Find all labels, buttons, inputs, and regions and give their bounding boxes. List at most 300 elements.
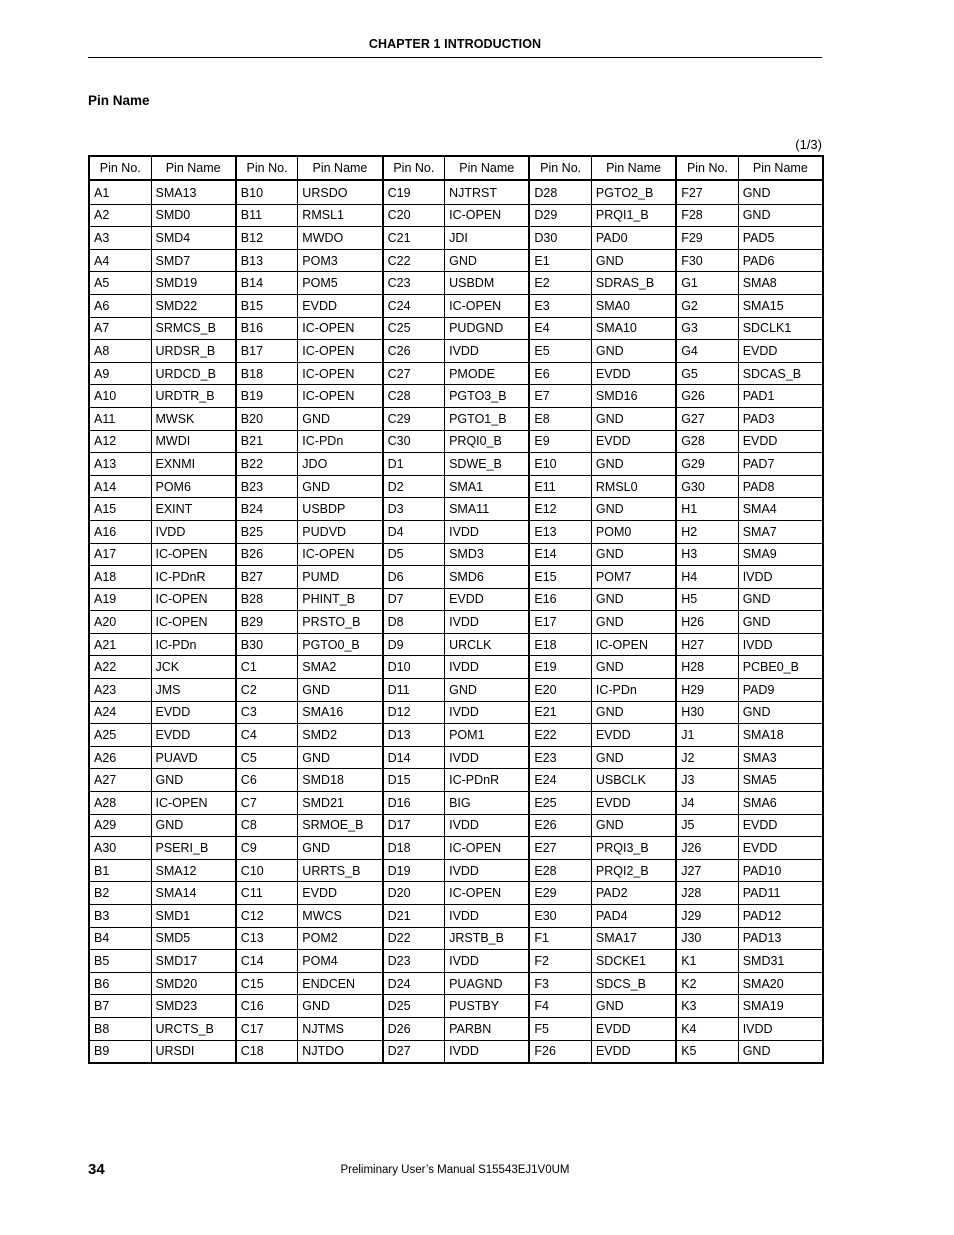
pin-number-cell: B26 bbox=[236, 543, 298, 566]
pin-name-cell: PUMD bbox=[298, 566, 383, 589]
pin-number-cell: D15 bbox=[383, 769, 445, 792]
pin-name-cell: IC-OPEN bbox=[591, 633, 676, 656]
table-row bbox=[89, 611, 823, 634]
table-row bbox=[89, 204, 823, 227]
pin-name-cell: POM7 bbox=[591, 566, 676, 589]
pin-name-cell: GND bbox=[591, 543, 676, 566]
pin-number-cell: A21 bbox=[89, 633, 151, 656]
pin-name-cell: POM2 bbox=[298, 927, 383, 950]
pin-number-cell: B30 bbox=[236, 633, 298, 656]
table-row bbox=[89, 272, 823, 295]
pin-name-cell: SMA20 bbox=[738, 972, 823, 995]
pin-number-cell: C28 bbox=[383, 385, 445, 408]
pin-name-cell: GND bbox=[591, 249, 676, 272]
pin-name-cell: RMSL0 bbox=[591, 475, 676, 498]
pin-name-cell: IC-OPEN bbox=[445, 204, 530, 227]
pin-number-cell: A1 bbox=[89, 180, 151, 204]
pin-number-cell: H29 bbox=[676, 679, 738, 702]
pin-name-cell: POM0 bbox=[591, 520, 676, 543]
pin-number-cell: F1 bbox=[529, 927, 591, 950]
pin-number-cell: J4 bbox=[676, 792, 738, 815]
pin-name-cell: PAD2 bbox=[591, 882, 676, 905]
pin-number-cell: D12 bbox=[383, 701, 445, 724]
column-header: Pin No. bbox=[676, 156, 738, 180]
pin-number-cell: F4 bbox=[529, 995, 591, 1018]
pin-name-cell: SMD31 bbox=[738, 950, 823, 973]
pin-name-cell: JMS bbox=[151, 679, 236, 702]
pin-number-cell: B5 bbox=[89, 950, 151, 973]
pin-name-cell: SMD2 bbox=[298, 724, 383, 747]
pin-name-cell: EVDD bbox=[445, 588, 530, 611]
pin-number-cell: C8 bbox=[236, 814, 298, 837]
pin-name-cell: SRMOE_B bbox=[298, 814, 383, 837]
pin-number-cell: D10 bbox=[383, 656, 445, 679]
pin-number-cell: K1 bbox=[676, 950, 738, 973]
pin-number-cell: B22 bbox=[236, 453, 298, 476]
table-row bbox=[89, 453, 823, 476]
pin-number-cell: C13 bbox=[236, 927, 298, 950]
table-row bbox=[89, 385, 823, 408]
pin-number-cell: J26 bbox=[676, 837, 738, 860]
pin-number-cell: J5 bbox=[676, 814, 738, 837]
pin-name-cell: PGTO1_B bbox=[445, 407, 530, 430]
pin-name-cell: GND bbox=[738, 611, 823, 634]
pin-number-cell: B25 bbox=[236, 520, 298, 543]
pin-number-cell: D26 bbox=[383, 1017, 445, 1040]
pin-number-cell: D4 bbox=[383, 520, 445, 543]
pin-name-cell: EVDD bbox=[738, 837, 823, 860]
pin-number-cell: B3 bbox=[89, 905, 151, 928]
pin-name-cell: SMD21 bbox=[298, 792, 383, 815]
pin-name-cell: GND bbox=[591, 656, 676, 679]
pin-number-cell: B8 bbox=[89, 1017, 151, 1040]
pin-number-cell: C1 bbox=[236, 656, 298, 679]
pin-number-cell: D8 bbox=[383, 611, 445, 634]
table-row bbox=[89, 520, 823, 543]
pin-name-cell: SMD18 bbox=[298, 769, 383, 792]
pin-number-cell: E4 bbox=[529, 317, 591, 340]
pin-number-cell: D7 bbox=[383, 588, 445, 611]
pin-number-cell: A11 bbox=[89, 407, 151, 430]
pin-name-cell: EVDD bbox=[591, 1017, 676, 1040]
pin-number-cell: B23 bbox=[236, 475, 298, 498]
pin-number-cell: B7 bbox=[89, 995, 151, 1018]
pin-name-cell: PGTO3_B bbox=[445, 385, 530, 408]
pin-number-cell: A16 bbox=[89, 520, 151, 543]
pin-name-cell: GND bbox=[298, 475, 383, 498]
pin-number-cell: C4 bbox=[236, 724, 298, 747]
pin-name-cell: GND bbox=[151, 769, 236, 792]
pin-number-cell: B19 bbox=[236, 385, 298, 408]
pin-name-cell: JRSTB_B bbox=[445, 927, 530, 950]
pin-number-cell: E11 bbox=[529, 475, 591, 498]
pin-name-cell: IVDD bbox=[445, 340, 530, 363]
pin-name-table bbox=[88, 155, 824, 1064]
pin-name-cell: PUDVD bbox=[298, 520, 383, 543]
pin-name-cell: EVDD bbox=[591, 1040, 676, 1063]
pin-number-cell: F5 bbox=[529, 1017, 591, 1040]
column-header: Pin No. bbox=[89, 156, 151, 180]
pin-name-cell: IC-OPEN bbox=[151, 611, 236, 634]
pin-name-cell: IVDD bbox=[445, 701, 530, 724]
pin-name-cell: PAD13 bbox=[738, 927, 823, 950]
pin-number-cell: E2 bbox=[529, 272, 591, 295]
pin-number-cell: C17 bbox=[236, 1017, 298, 1040]
pin-name-cell: PUAVD bbox=[151, 746, 236, 769]
pin-number-cell: A24 bbox=[89, 701, 151, 724]
pin-name-cell: GND bbox=[298, 407, 383, 430]
pin-number-cell: E28 bbox=[529, 859, 591, 882]
pin-number-cell: B21 bbox=[236, 430, 298, 453]
pin-number-cell: A29 bbox=[89, 814, 151, 837]
table-row bbox=[89, 317, 823, 340]
pin-number-cell: E7 bbox=[529, 385, 591, 408]
table-row bbox=[89, 543, 823, 566]
pin-number-cell: C16 bbox=[236, 995, 298, 1018]
pin-name-cell: SDCKE1 bbox=[591, 950, 676, 973]
pin-name-cell: GND bbox=[591, 453, 676, 476]
pin-number-cell: G3 bbox=[676, 317, 738, 340]
pin-number-cell: G2 bbox=[676, 294, 738, 317]
pin-number-cell: B29 bbox=[236, 611, 298, 634]
column-header: Pin No. bbox=[236, 156, 298, 180]
pin-name-cell: PUDGND bbox=[445, 317, 530, 340]
pin-number-cell: J2 bbox=[676, 746, 738, 769]
pin-number-cell: C23 bbox=[383, 272, 445, 295]
pin-number-cell: C11 bbox=[236, 882, 298, 905]
pin-number-cell: D25 bbox=[383, 995, 445, 1018]
pin-number-cell: E3 bbox=[529, 294, 591, 317]
pin-name-cell: SMD3 bbox=[445, 543, 530, 566]
pin-name-cell: JDO bbox=[298, 453, 383, 476]
pin-number-cell: E17 bbox=[529, 611, 591, 634]
pin-number-cell: E6 bbox=[529, 362, 591, 385]
pin-name-cell: USBDP bbox=[298, 498, 383, 521]
pin-name-cell: PRQI0_B bbox=[445, 430, 530, 453]
pin-number-cell: E27 bbox=[529, 837, 591, 860]
pin-name-cell: PAD10 bbox=[738, 859, 823, 882]
pin-number-cell: C29 bbox=[383, 407, 445, 430]
pin-number-cell: B2 bbox=[89, 882, 151, 905]
pin-number-cell: F27 bbox=[676, 180, 738, 204]
pin-number-cell: D5 bbox=[383, 543, 445, 566]
pin-number-cell: C20 bbox=[383, 204, 445, 227]
pin-name-cell: GND bbox=[151, 814, 236, 837]
pin-name-cell: IC-PDnR bbox=[151, 566, 236, 589]
pin-name-cell: EVDD bbox=[298, 882, 383, 905]
pin-name-cell: EVDD bbox=[738, 814, 823, 837]
pin-name-cell: PHINT_B bbox=[298, 588, 383, 611]
pin-number-cell: A9 bbox=[89, 362, 151, 385]
pin-number-cell: D9 bbox=[383, 633, 445, 656]
pin-number-cell: H30 bbox=[676, 701, 738, 724]
pin-number-cell: H2 bbox=[676, 520, 738, 543]
pin-name-cell: SMA7 bbox=[738, 520, 823, 543]
pin-number-cell: A27 bbox=[89, 769, 151, 792]
pin-name-cell: EVDD bbox=[591, 430, 676, 453]
pin-name-cell: NJTDO bbox=[298, 1040, 383, 1063]
table-row bbox=[89, 294, 823, 317]
pin-name-cell: URRTS_B bbox=[298, 859, 383, 882]
pin-name-cell: IC-OPEN bbox=[151, 792, 236, 815]
pin-name-cell: RMSL1 bbox=[298, 204, 383, 227]
pin-name-cell: IVDD bbox=[738, 566, 823, 589]
pin-name-cell: POM1 bbox=[445, 724, 530, 747]
pin-number-cell: H27 bbox=[676, 633, 738, 656]
pin-name-cell: IVDD bbox=[445, 905, 530, 928]
pin-number-cell: B13 bbox=[236, 249, 298, 272]
column-header: Pin No. bbox=[529, 156, 591, 180]
column-header: Pin Name bbox=[298, 156, 383, 180]
pin-name-cell: PAD4 bbox=[591, 905, 676, 928]
pin-name-cell: SMA1 bbox=[445, 475, 530, 498]
pin-name-cell: GND bbox=[591, 746, 676, 769]
pin-name-cell: URSDI bbox=[151, 1040, 236, 1063]
pin-name-cell: SMA18 bbox=[738, 724, 823, 747]
pin-name-cell: JCK bbox=[151, 656, 236, 679]
pin-number-cell: B11 bbox=[236, 204, 298, 227]
pin-number-cell: G1 bbox=[676, 272, 738, 295]
pin-name-cell: USBCLK bbox=[591, 769, 676, 792]
pin-name-cell: IC-PDn bbox=[151, 633, 236, 656]
pin-number-cell: E12 bbox=[529, 498, 591, 521]
pin-number-cell: B1 bbox=[89, 859, 151, 882]
pin-number-cell: A19 bbox=[89, 588, 151, 611]
page-number: 34 bbox=[88, 1161, 105, 1178]
table-row bbox=[89, 905, 823, 928]
pin-number-cell: B12 bbox=[236, 227, 298, 250]
pin-name-cell: USBDM bbox=[445, 272, 530, 295]
pin-name-cell: URDCD_B bbox=[151, 362, 236, 385]
pin-number-cell: C6 bbox=[236, 769, 298, 792]
pin-name-cell: IC-PDnR bbox=[445, 769, 530, 792]
table-row bbox=[89, 1017, 823, 1040]
table-row bbox=[89, 950, 823, 973]
pin-number-cell: A2 bbox=[89, 204, 151, 227]
table-row bbox=[89, 882, 823, 905]
pin-number-cell: D18 bbox=[383, 837, 445, 860]
pin-name-cell: SMA8 bbox=[738, 272, 823, 295]
pin-name-cell: GND bbox=[298, 679, 383, 702]
table-row bbox=[89, 588, 823, 611]
pin-number-cell: K2 bbox=[676, 972, 738, 995]
pin-name-cell: SMA14 bbox=[151, 882, 236, 905]
pin-number-cell: E13 bbox=[529, 520, 591, 543]
pin-number-cell: D3 bbox=[383, 498, 445, 521]
table-row bbox=[89, 859, 823, 882]
pin-number-cell: J27 bbox=[676, 859, 738, 882]
column-header: Pin Name bbox=[445, 156, 530, 180]
pin-name-cell: GND bbox=[445, 249, 530, 272]
pin-name-cell: IVDD bbox=[445, 950, 530, 973]
pin-number-cell: B15 bbox=[236, 294, 298, 317]
pin-number-cell: K5 bbox=[676, 1040, 738, 1063]
pin-name-cell: GND bbox=[738, 204, 823, 227]
pin-number-cell: D17 bbox=[383, 814, 445, 837]
pin-name-cell: PAD5 bbox=[738, 227, 823, 250]
pin-number-cell: D29 bbox=[529, 204, 591, 227]
pin-name-cell: POM5 bbox=[298, 272, 383, 295]
pin-number-cell: E19 bbox=[529, 656, 591, 679]
pin-name-cell: IVDD bbox=[445, 1040, 530, 1063]
table-page-indicator: (1/3) bbox=[795, 137, 822, 152]
pin-number-cell: A17 bbox=[89, 543, 151, 566]
pin-number-cell: J3 bbox=[676, 769, 738, 792]
pin-number-cell: G28 bbox=[676, 430, 738, 453]
pin-number-cell: E22 bbox=[529, 724, 591, 747]
table-row bbox=[89, 340, 823, 363]
pin-number-cell: A8 bbox=[89, 340, 151, 363]
pin-number-cell: B10 bbox=[236, 180, 298, 204]
pin-name-cell: IC-OPEN bbox=[151, 543, 236, 566]
pin-number-cell: C2 bbox=[236, 679, 298, 702]
pin-number-cell: A7 bbox=[89, 317, 151, 340]
pin-number-cell: D2 bbox=[383, 475, 445, 498]
manual-footer: Preliminary User’s Manual S15543EJ1V0UM bbox=[340, 1164, 570, 1176]
pin-name-cell: SMA15 bbox=[738, 294, 823, 317]
pin-name-cell: IC-OPEN bbox=[298, 385, 383, 408]
pin-name-cell: IVDD bbox=[445, 814, 530, 837]
pin-name-cell: GND bbox=[738, 588, 823, 611]
pin-name-cell: EVDD bbox=[151, 701, 236, 724]
pin-name-cell: SMD20 bbox=[151, 972, 236, 995]
column-header: Pin Name bbox=[591, 156, 676, 180]
pin-number-cell: C24 bbox=[383, 294, 445, 317]
column-header: Pin Name bbox=[151, 156, 236, 180]
pin-number-cell: C18 bbox=[236, 1040, 298, 1063]
pin-name-cell: SMA11 bbox=[445, 498, 530, 521]
pin-number-cell: B20 bbox=[236, 407, 298, 430]
pin-name-cell: SMA13 bbox=[151, 180, 236, 204]
pin-number-cell: D1 bbox=[383, 453, 445, 476]
pin-number-cell: H1 bbox=[676, 498, 738, 521]
table-row bbox=[89, 498, 823, 521]
pin-name-cell: PRQI1_B bbox=[591, 204, 676, 227]
pin-name-cell: GND bbox=[591, 701, 676, 724]
pin-number-cell: F26 bbox=[529, 1040, 591, 1063]
table-row bbox=[89, 180, 823, 204]
table-row bbox=[89, 701, 823, 724]
pin-number-cell: E1 bbox=[529, 249, 591, 272]
pin-number-cell: B27 bbox=[236, 566, 298, 589]
pin-name-cell: SMD4 bbox=[151, 227, 236, 250]
pin-name-cell: IVDD bbox=[445, 611, 530, 634]
pin-name-cell: SMA9 bbox=[738, 543, 823, 566]
pin-name-cell: PAD11 bbox=[738, 882, 823, 905]
table-row bbox=[89, 566, 823, 589]
pin-name-cell: IC-OPEN bbox=[445, 294, 530, 317]
pin-name-cell: IC-OPEN bbox=[151, 588, 236, 611]
pin-name-cell: SDCS_B bbox=[591, 972, 676, 995]
pin-name-cell: GND bbox=[298, 837, 383, 860]
pin-name-cell: IVDD bbox=[738, 633, 823, 656]
pin-name-cell: PAD8 bbox=[738, 475, 823, 498]
pin-name-cell: IVDD bbox=[445, 746, 530, 769]
table-row bbox=[89, 407, 823, 430]
pin-number-cell: H28 bbox=[676, 656, 738, 679]
pin-number-cell: G30 bbox=[676, 475, 738, 498]
pin-name-cell: GND bbox=[445, 679, 530, 702]
pin-number-cell: C21 bbox=[383, 227, 445, 250]
pin-number-cell: G4 bbox=[676, 340, 738, 363]
pin-name-cell: EVDD bbox=[151, 724, 236, 747]
pin-number-cell: D27 bbox=[383, 1040, 445, 1063]
pin-number-cell: D16 bbox=[383, 792, 445, 815]
pin-name-cell: EVDD bbox=[591, 724, 676, 747]
pin-number-cell: G5 bbox=[676, 362, 738, 385]
pin-name-cell: SMA10 bbox=[591, 317, 676, 340]
pin-name-cell: URDSR_B bbox=[151, 340, 236, 363]
table-row bbox=[89, 475, 823, 498]
pin-number-cell: D19 bbox=[383, 859, 445, 882]
pin-name-cell: MWCS bbox=[298, 905, 383, 928]
table-row bbox=[89, 656, 823, 679]
pin-name-cell: SMA2 bbox=[298, 656, 383, 679]
pin-number-cell: A4 bbox=[89, 249, 151, 272]
pin-name-cell: URDTR_B bbox=[151, 385, 236, 408]
pin-number-cell: E8 bbox=[529, 407, 591, 430]
pin-name-cell: SMD7 bbox=[151, 249, 236, 272]
pin-name-cell: IC-OPEN bbox=[445, 837, 530, 860]
pin-number-cell: J30 bbox=[676, 927, 738, 950]
pin-name-cell: POM4 bbox=[298, 950, 383, 973]
table-row bbox=[89, 837, 823, 860]
pin-number-cell: E23 bbox=[529, 746, 591, 769]
table-row bbox=[89, 927, 823, 950]
table-body bbox=[89, 180, 823, 1063]
pin-number-cell: B9 bbox=[89, 1040, 151, 1063]
pin-name-cell: EVDD bbox=[738, 340, 823, 363]
pin-name-cell: PCBE0_B bbox=[738, 656, 823, 679]
pin-name-cell: IVDD bbox=[151, 520, 236, 543]
table-row bbox=[89, 769, 823, 792]
pin-name-cell: IC-OPEN bbox=[298, 317, 383, 340]
pin-number-cell: H26 bbox=[676, 611, 738, 634]
pin-number-cell: E16 bbox=[529, 588, 591, 611]
pin-name-cell: MWDI bbox=[151, 430, 236, 453]
pin-number-cell: J1 bbox=[676, 724, 738, 747]
pin-name-cell: GND bbox=[591, 340, 676, 363]
pin-number-cell: C7 bbox=[236, 792, 298, 815]
pin-number-cell: E26 bbox=[529, 814, 591, 837]
pin-name-cell: SMD22 bbox=[151, 294, 236, 317]
pin-name-cell: PUSTBY bbox=[445, 995, 530, 1018]
pin-number-cell: E9 bbox=[529, 430, 591, 453]
pin-number-cell: D24 bbox=[383, 972, 445, 995]
pin-number-cell: D21 bbox=[383, 905, 445, 928]
pin-name-cell: IC-PDn bbox=[298, 430, 383, 453]
pin-name-cell: SMD19 bbox=[151, 272, 236, 295]
pin-number-cell: A12 bbox=[89, 430, 151, 453]
pin-number-cell: B16 bbox=[236, 317, 298, 340]
pin-name-cell: URSDO bbox=[298, 180, 383, 204]
pin-number-cell: A5 bbox=[89, 272, 151, 295]
section-title: Pin Name bbox=[88, 93, 150, 108]
pin-number-cell: H4 bbox=[676, 566, 738, 589]
pin-name-cell: SMD17 bbox=[151, 950, 236, 973]
pin-number-cell: K3 bbox=[676, 995, 738, 1018]
pin-number-cell: A15 bbox=[89, 498, 151, 521]
pin-number-cell: C22 bbox=[383, 249, 445, 272]
pin-name-cell: PARBN bbox=[445, 1017, 530, 1040]
pin-number-cell: C26 bbox=[383, 340, 445, 363]
pin-number-cell: C9 bbox=[236, 837, 298, 860]
pin-name-cell: BIG bbox=[445, 792, 530, 815]
pin-number-cell: E5 bbox=[529, 340, 591, 363]
pin-name-cell: PAD3 bbox=[738, 407, 823, 430]
pin-number-cell: E24 bbox=[529, 769, 591, 792]
pin-name-cell: PAD7 bbox=[738, 453, 823, 476]
